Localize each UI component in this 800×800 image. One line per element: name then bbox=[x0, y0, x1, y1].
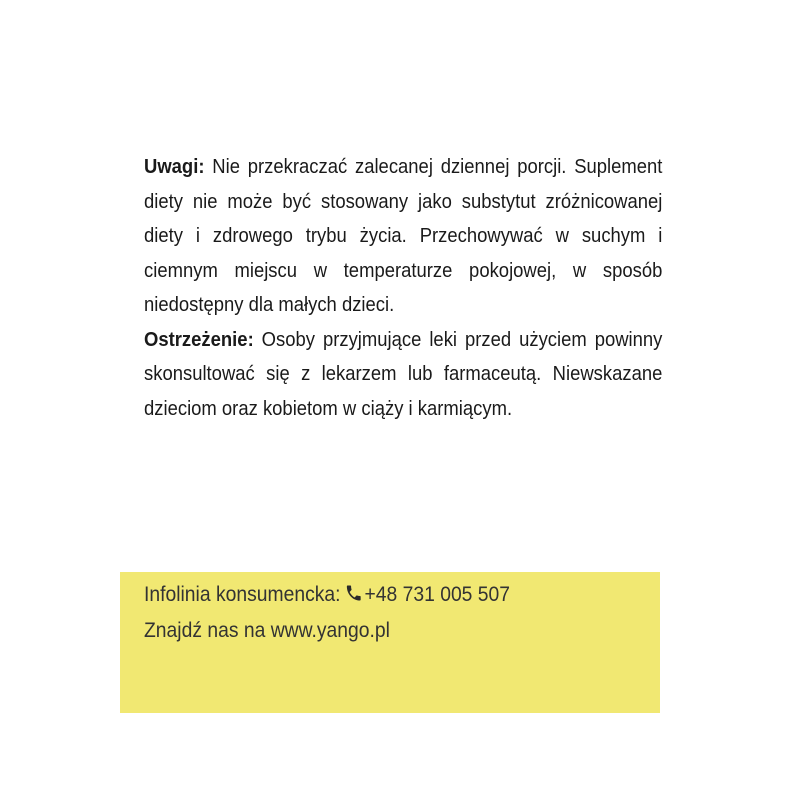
phone-icon bbox=[344, 580, 362, 614]
uwagi-text: Nie przekraczać zalecanej dziennej porcji. Suplement diety nie może być stosowany jako substytut zróżnicowanej diety i zdrowego trybu życia. Przechowywać w suchym i ciemnym miejscu w temperaturze pokojowej, w sposób niedostępny dla małych dzieci. bbox=[144, 155, 663, 316]
hotline-line bbox=[144, 578, 510, 614]
consumer-info-box bbox=[120, 572, 660, 713]
uwagi-label: Uwagi: bbox=[144, 155, 205, 178]
warning-label: Ostrzeżenie: bbox=[144, 327, 254, 351]
product-notes bbox=[144, 150, 662, 426]
hotline-label: Infolinia konsumencka: bbox=[144, 583, 341, 606]
website-line: Znajdź nas na www.yango.pl bbox=[144, 619, 390, 642]
warning-paragraph bbox=[144, 323, 662, 427]
uwagi-paragraph bbox=[144, 150, 662, 323]
warning-text: Osoby przyjmujące leki przed użyciem powinny skonsultować się z lekarzem lub farmaceutą. Niewskazane dzieciom oraz kobietom w ciąży i karmiącym. bbox=[144, 327, 663, 420]
phone-number-link[interactable]: +48 731 005 507 bbox=[364, 583, 511, 606]
